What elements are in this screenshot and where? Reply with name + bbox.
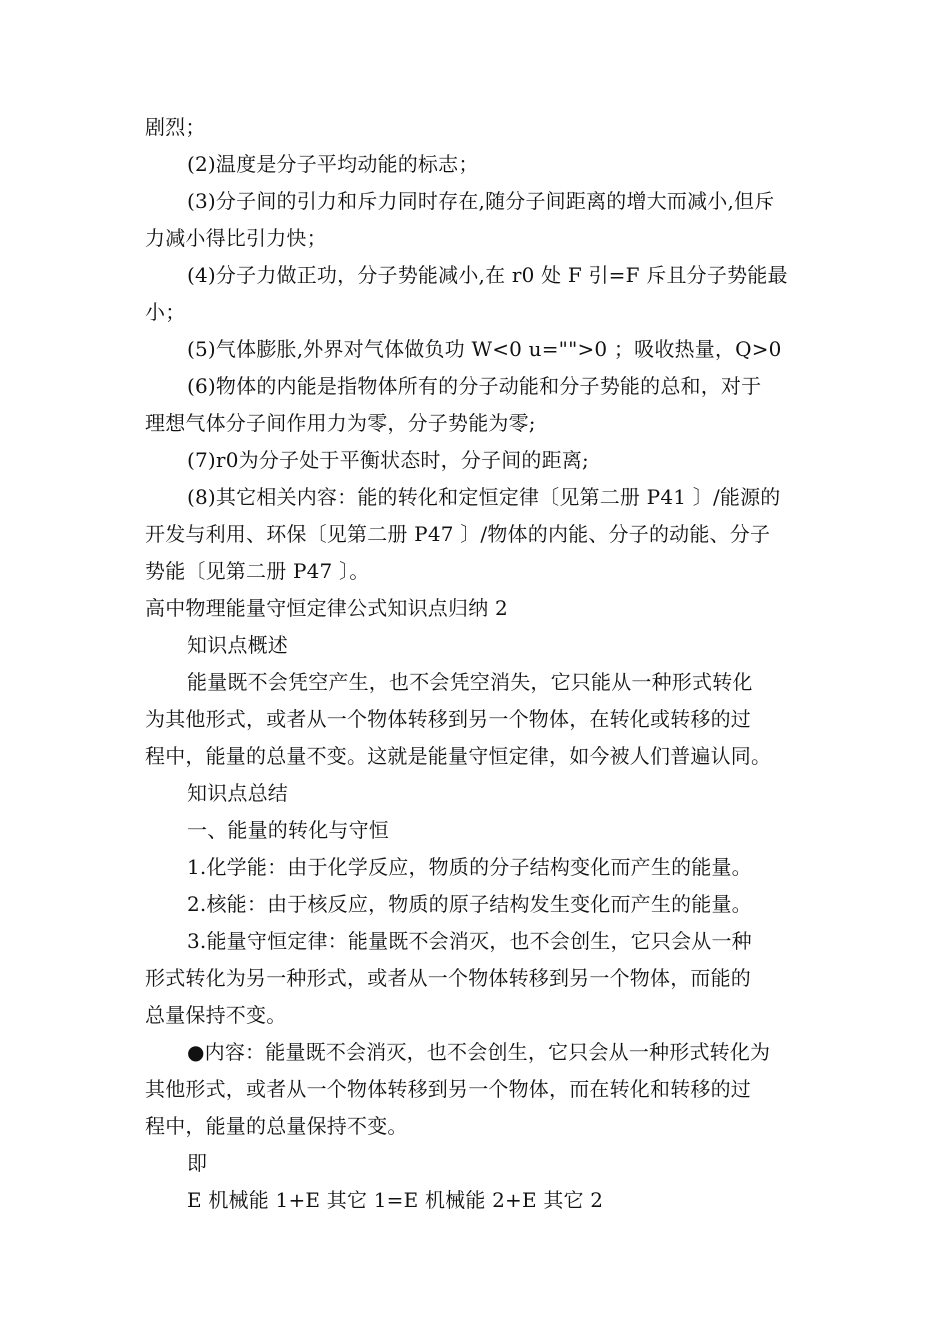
text-line-23: 3.能量守恒定律：能量既不会消灭，也不会创生，它只会从一种 (187, 929, 752, 953)
text-line-11: (8)其它相关内容：能的转化和定恒定律〔见第二册 P41 〕/能源的 (187, 485, 781, 509)
text-line-21: 1.化学能：由于化学反应，物质的分子结构变化而产生的能量。 (187, 855, 752, 879)
formula-line: E 机械能 1+E 其它 1=E 机械能 2+E 其它 2 (187, 1188, 604, 1212)
text-line-12: 开发与利用、环保〔见第二册 P47 〕/物体的内能、分子的动能、分子 (145, 522, 771, 546)
text-line-5: (4)分子力做正功，分子势能减小,在 r0 处 F 引=F 斥且分子势能最 (187, 263, 788, 287)
text-line-9: 理想气体分子间作用力为零，分子势能为零; (145, 411, 536, 435)
text-line-26: ●内容：能量既不会消灭，也不会创生，它只会从一种形式转化为 (187, 1040, 771, 1064)
text-line-6: 小； (145, 300, 186, 324)
subheading-overview: 知识点概述 (187, 633, 288, 657)
text-line-3: (3)分子间的引力和斥力同时存在,随分子间距离的增大而减小,但斥 (187, 189, 775, 213)
text-line-1: 剧烈； (145, 115, 206, 139)
text-line-13: 势能〔见第二册 P47 〕。 (145, 559, 370, 583)
section-heading: 高中物理能量守恒定律公式知识点归纳 2 (145, 596, 508, 620)
text-line-8: (6)物体的内能是指物体所有的分子动能和分子势能的总和，对于 (187, 374, 762, 398)
text-line-18: 程中，能量的总量不变。这就是能量守恒定律，如今被人们普遍认同。 (145, 744, 772, 768)
text-line-10: (7)r0为分子处于平衡状态时，分子间的距离; (187, 448, 589, 472)
text-line-29: 即 (187, 1151, 208, 1175)
text-line-7: (5)气体膨胀,外界对气体做负功 W<0 u="">0 ；吸收热量，Q>0 (187, 337, 782, 361)
text-line-28: 程中，能量的总量保持不变。 (145, 1114, 408, 1138)
subheading-energy-conversion: 一、能量的转化与守恒 (187, 818, 389, 842)
text-line-17: 为其他形式，或者从一个物体转移到另一个物体，在转化或转移的过 (145, 707, 751, 731)
text-line-16: 能量既不会凭空产生，也不会凭空消失，它只能从一种形式转化 (187, 670, 753, 694)
text-line-2: (2)温度是分子平均动能的标志； (187, 152, 479, 176)
text-line-4: 力减小得比引力快； (145, 226, 327, 250)
subheading-summary: 知识点总结 (187, 781, 288, 805)
text-line-22: 2.核能：由于核反应，物质的原子结构发生变化而产生的能量。 (187, 892, 752, 916)
text-line-25: 总量保持不变。 (145, 1003, 287, 1027)
text-line-27: 其他形式，或者从一个物体转移到另一个物体，而在转化和转移的过 (145, 1077, 751, 1101)
text-line-24: 形式转化为另一种形式，或者从一个物体转移到另一个物体，而能的 (145, 966, 751, 990)
